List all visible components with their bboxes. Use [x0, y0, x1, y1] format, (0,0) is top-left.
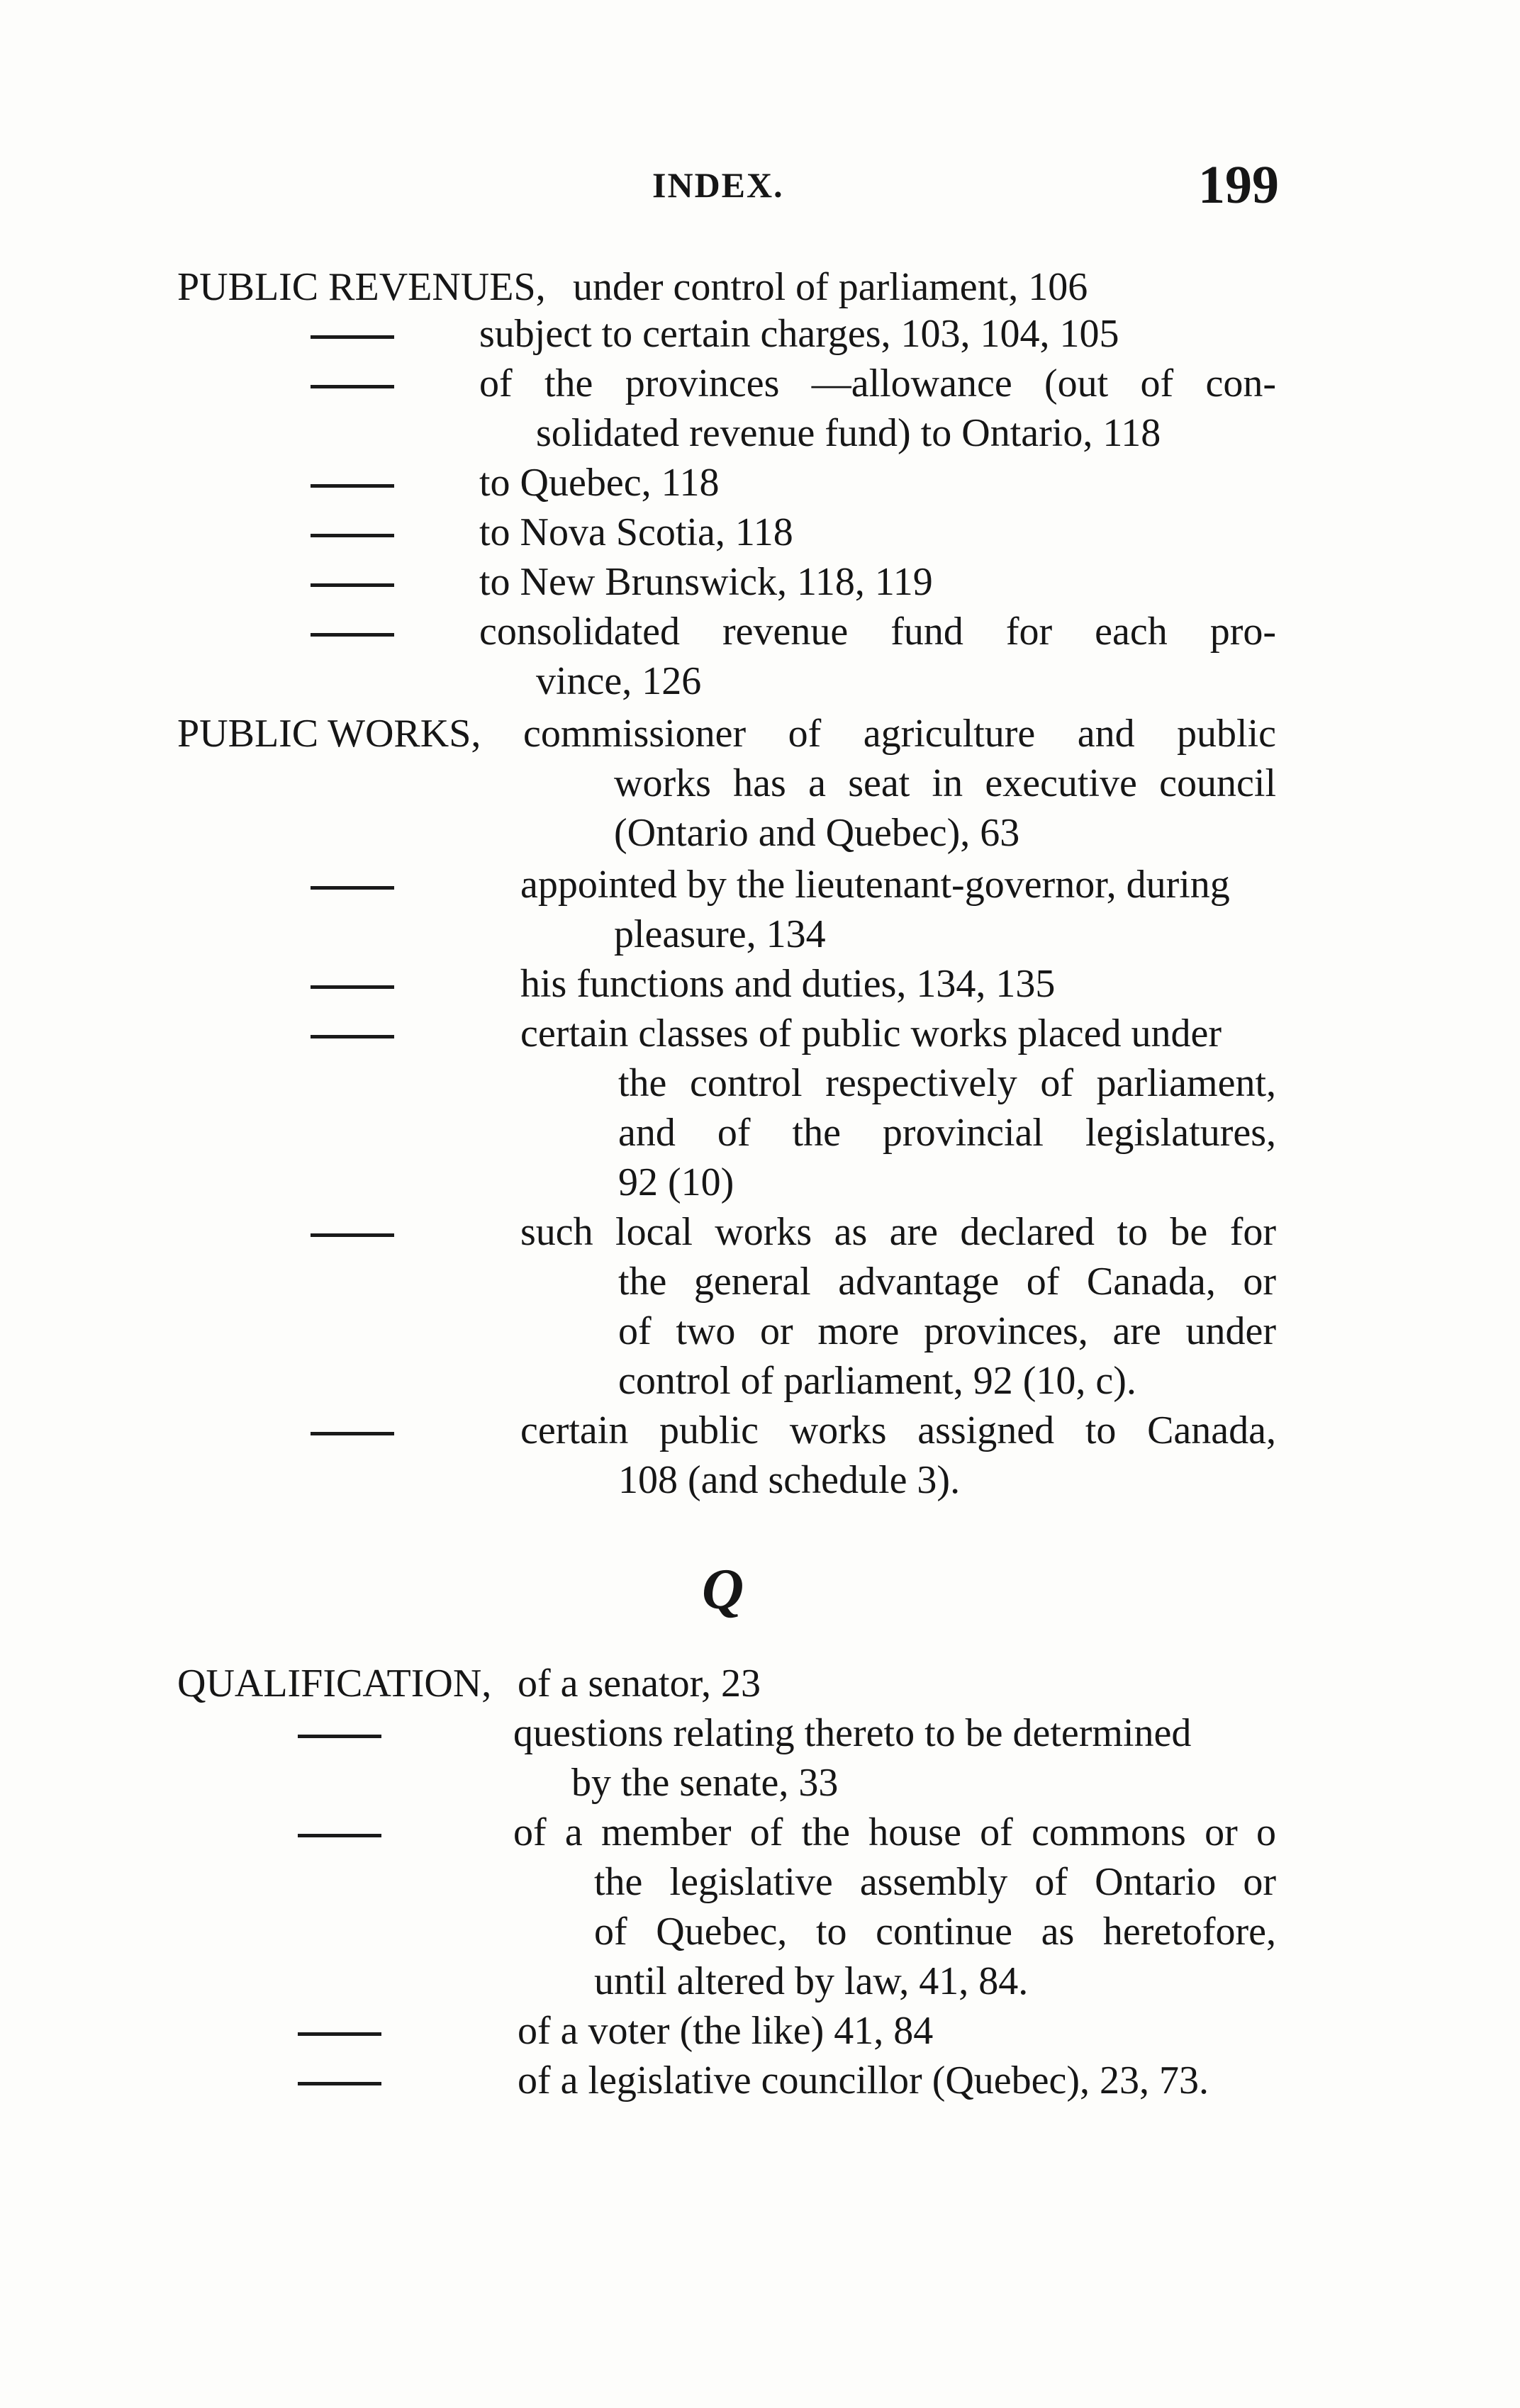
index-entry: of a voter (the like) 41, 84: [518, 2009, 934, 2053]
ditto-dash: [311, 1035, 394, 1038]
index-entry: his functions and duties, 134, 135: [520, 962, 1056, 1006]
index-entry-continuation: pleasure, 134: [614, 912, 826, 956]
index-entry-continuation: vince, 126: [536, 659, 702, 703]
index-heading-public-works: PUBLIC WORKS,: [177, 712, 481, 756]
index-entry-continuation: (Ontario and Quebec), 63: [614, 811, 1020, 855]
index-entry-continuation: 92 (10): [618, 1160, 734, 1204]
index-entry: of the provinces —allowance (out of con-: [479, 362, 1276, 405]
index-entry: of a legislative councillor (Quebec), 23, 73.: [518, 2059, 1209, 2102]
index-heading-qualification: QUALIFICATION,: [177, 1662, 492, 1706]
running-header-title: INDEX.: [652, 165, 784, 205]
index-entry-continuation: 108 (and schedule 3).: [618, 1458, 961, 1502]
ditto-dash: [298, 1735, 381, 1738]
ditto-dash: [298, 2082, 381, 2085]
index-entry-continuation: the general advantage of Canada, or: [618, 1260, 1276, 1304]
ditto-dash: [298, 2032, 381, 2036]
index-heading-public-revenues: PUBLIC REVENUES,: [177, 265, 546, 309]
index-entry: to New Brunswick, 118, 119: [479, 560, 933, 604]
index-entry-continuation: by the senate, 33: [571, 1761, 839, 1805]
index-entry-continuation: works has a seat in executive council: [614, 761, 1276, 805]
index-entry-continuation: until altered by law, 41, 84.: [594, 1959, 1029, 2003]
ditto-dash: [311, 335, 394, 339]
ditto-dash: [311, 1233, 394, 1237]
section-letter-q: Q: [702, 1557, 744, 1621]
index-entry-continuation: the legislative assembly of Ontario or: [594, 1860, 1276, 1904]
index-entry: certain public works assigned to Canada,: [520, 1409, 1276, 1452]
ditto-dash: [311, 484, 394, 488]
ditto-dash: [311, 886, 394, 890]
ditto-dash: [311, 633, 394, 637]
index-entry: such local works as are declared to be for: [520, 1210, 1276, 1254]
ditto-dash: [311, 534, 394, 537]
index-entry: of a senator, 23: [518, 1662, 761, 1706]
index-entry-continuation: of Quebec, to continue as heretofore,: [594, 1910, 1276, 1954]
index-entry-continuation: of two or more provinces, are under: [618, 1309, 1276, 1353]
index-entry: subject to certain charges, 103, 104, 105: [479, 312, 1119, 356]
index-entry: to Nova Scotia, 118: [479, 510, 793, 554]
index-entry: to Quebec, 118: [479, 461, 720, 505]
index-entry-continuation: the control respectively of parliament,: [618, 1061, 1276, 1105]
index-entry: of a member of the house of commons or o: [513, 1810, 1276, 1854]
page-number: 199: [1198, 155, 1279, 215]
ditto-dash: [311, 583, 394, 587]
ditto-dash: [311, 1432, 394, 1435]
ditto-dash: [311, 985, 394, 989]
ditto-dash: [311, 385, 394, 388]
index-entry-continuation: control of parliament, 92 (10, c).: [618, 1359, 1136, 1403]
index-entry: appointed by the lieutenant-governor, during: [520, 863, 1230, 907]
ditto-dash: [298, 1834, 381, 1837]
index-entry-continuation: and of the provincial legislatures,: [618, 1111, 1276, 1155]
index-entry-continuation: solidated revenue fund) to Ontario, 118: [536, 411, 1161, 455]
index-entry: consolidated revenue fund for each pro-: [479, 610, 1276, 654]
index-entry: certain classes of public works placed under: [520, 1012, 1222, 1055]
index-entry: commissioner of agriculture and public: [523, 712, 1276, 756]
index-entry: questions relating thereto to be determined: [513, 1711, 1192, 1755]
index-entry: under control of parliament, 106: [573, 265, 1088, 309]
